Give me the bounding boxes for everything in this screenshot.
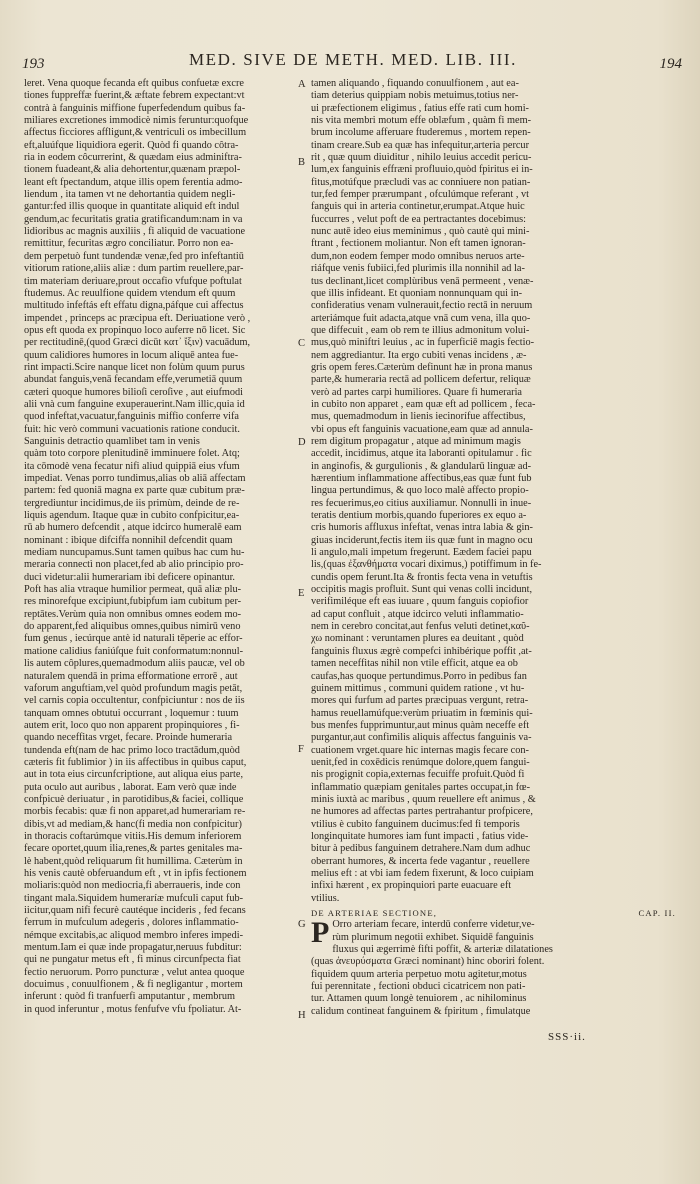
text-line: fanguis qui in arteria continetur,erumpat.Atque huic — [311, 201, 525, 213]
text-line: tinam creare.Sub ea quæ has infequitur,arteria percur — [311, 139, 530, 151]
text-line: leret. Vena quoque fecanda eft quibus confuetæ excre — [24, 78, 244, 89]
text-line: fecare oportet,quum ilia,renes,& partes genitales ma- — [24, 843, 243, 855]
text-line: mores qui furfum ad partes præcipuas vergunt, retra- — [311, 695, 529, 707]
text-line: (quas ἀνευρύσματα Græci nominant) hinc oboriri folent. — [311, 956, 545, 968]
page-number-left: 193 — [22, 56, 45, 72]
text-line: purgantur,aut confimilis aliquis affectus fanguinis va- — [311, 732, 532, 744]
text-line: rùm plurimum negotii exhibet. Siquidē fanguinis — [332, 931, 534, 943]
margin-marker: A — [298, 79, 306, 90]
text-line: tingant mala.Siquidem humeraríæ mufculi caput fub- — [24, 892, 244, 904]
text-line: mus,quò miniftri leuius , ac in fuperficiē magis fectio- — [311, 337, 535, 349]
text-line: matione calidius faniúſque fuit conformatum:nonnul- — [24, 645, 244, 657]
text-line: cris humoris affluxus infeftat, venas intra labia & gin- — [311, 522, 533, 534]
text-line: mentum.Iam ei quæ inde propagatur,neruus fubditur: — [24, 942, 242, 954]
text-line: per rectitudinē,(quod Græci dicūt κατ᾽ ἴξιν) vacuādum, — [24, 337, 251, 349]
text-line: lè habent,quòd reliquarum fit humillima. Cæterùm in — [24, 855, 243, 867]
text-line: mediam nuncupamus.Sunt tamen quibus hac cum hu- — [24, 547, 245, 559]
text-line: confpicuè deriuatur , in parotidibus,& faciei, collique — [24, 793, 244, 805]
text-line: vaforum anguftiam,vel quòd profundum magis petāt, — [24, 682, 243, 694]
text-line: quando neceffitas vrget, fecare. Proinde humeraria — [24, 732, 233, 744]
text-line: duci videtur:alii humerariam ibi deficere opinantur. — [24, 571, 236, 583]
text-line: gantur:fed illis quoque in quantitate aliquid eft indul — [24, 201, 240, 213]
text-line: fanguinis fluxus ægrè compefci inhibérique poffit ,at- — [311, 645, 532, 657]
text-line: fuccurres , velut poft de ea pertractantes docebimus: — [311, 213, 526, 225]
text-line: verifimiléque eft eas iuuare , quum fanguis copiofior — [311, 596, 529, 608]
page-number-right: 194 — [659, 56, 682, 72]
text-line: moliaris:quòd non mediocria,fi aberraueris, inde con — [24, 880, 241, 892]
text-line: puta oculo aut auribus , laborat. Eam verò quæ inde — [24, 781, 237, 793]
text-line: ferrum in mufculum adegeris , dolores inflammatio- — [24, 917, 239, 929]
text-line: gendum,ac fecuritatis gratia gratificandum:nam in va — [24, 213, 243, 225]
text-line: que illis infideant. Et quoniam nonnunquam qui in- — [311, 287, 523, 299]
text-line: iicitur,quam nifi fecurè cautéque incideris , fed fecans — [24, 905, 246, 917]
text-line: fectio neruorum. Porro puncturæ , velut antea quoque — [24, 966, 245, 978]
text-line: caufas,has quoque pertundimus.Porro in pedibus fan — [311, 670, 527, 682]
text-line: accedit, incidimus, atque ita laboranti opitulamur . fic — [311, 448, 532, 460]
drop-capital: P — [311, 916, 330, 950]
text-line: fui perennitate , fectioni obduci cicatricem non pati- — [311, 981, 526, 993]
text-line: fitus,motúfque præcludi vas ac conniuere non patian- — [311, 176, 531, 188]
text-line: ne humores ad affectas partes pertrahantur profpicere, — [311, 806, 533, 818]
text-line: opus eft quoda ex propinquo loco auferre nō licet. Sic — [24, 324, 246, 336]
text-line: hamus reuellamúfque:verùm priuatim in fœminis qui- — [311, 707, 533, 719]
text-line: tundenda eft(nam de hac primo loco tractādum,quòd — [24, 744, 240, 756]
text-line: parte,& humeraria rectā ad pollicem defertur, reliquæ — [311, 374, 531, 386]
running-header — [22, 50, 682, 76]
text-line: ui præfectionem eligimus , fatius effe rati cum homi- — [311, 102, 529, 114]
text-line: aut in tota eius circunfcriptione, aut aliqua eius parte, — [24, 769, 244, 781]
text-line: abundat fanguis,venā fecandam effe,verumetiā quum — [24, 374, 243, 386]
text-line: teratis dentium morbis,quando fuperiores ex equo a- — [311, 510, 527, 522]
margin-marker: G — [298, 919, 306, 930]
text-line: ftrant , fectionem moliantur. Non eft tamen ignoran- — [311, 238, 526, 250]
text-line: docuimus , conuulfionem , & fi negligantur , mortem — [24, 979, 243, 991]
text-line: tamen aliquando , fiquando conuulfionem , aut ea- — [311, 78, 519, 89]
text-line: minis iuxtà ac maribus , quum reuellere eft animus , & — [311, 793, 536, 805]
text-line: nem aggrediantur. Ita ergo cubiti venas incidens , æ- — [311, 349, 527, 361]
text-line: tamen neceffitas nihil non vtile efficit, atque ea ob — [311, 658, 518, 670]
text-line: rem digitum propagatur , atque ad minimum magis — [311, 435, 521, 447]
text-line: vel carnis copia occultentur, confpiciuntur : nos de iis — [24, 695, 245, 707]
text-line: longinquitate humores iam funt impacti , fatius vide- — [311, 830, 529, 842]
margin-marker: H — [298, 1010, 306, 1021]
text-line: eft,aluúfque liquidiora egerit. Quòd fi quando côtra- — [24, 139, 239, 151]
text-line: partem: fed quoniā magna ex parte quæ cubitum præ- — [24, 485, 245, 497]
text-line: nunc autē ideo eius meminimus , quò cautè qui mini- — [311, 226, 530, 238]
text-line: inflammatio quæpiam genitales partes occupat,in fœ- — [311, 781, 531, 793]
text-line: bus menfes fupprimuntur,aut minus quàm neceffe eft — [311, 719, 530, 731]
text-line: naturalem quendā in prima efformatione errorē , aut — [24, 670, 238, 682]
text-line: autem erit, loco quo non apparent propinquiores , fi- — [24, 719, 240, 731]
text-line: meraria connectì non placet,fed ab alio principio pro- — [24, 559, 244, 571]
text-line: contrà à fanguinis miffione fuperfedendum quibus fa- — [24, 102, 246, 114]
text-line: remittitur, fecuritas ægro conciliatur. Porro non ea- — [24, 238, 234, 250]
section-heading — [311, 907, 676, 919]
text-line: dibis,vt ad mediam,& hanc(fi media non confpicitur) — [24, 818, 242, 830]
text-line: tur. Attamen quum longè tenuiorem , ac nihilominus — [311, 993, 527, 1005]
text-line: infixi hærent , ex propinquiori parte euacuare eft — [311, 880, 512, 892]
text-line: in anginofis, & gurgulionis , & glandularū linguæ ad- — [311, 460, 532, 472]
text-line: verò ad partes carpi humiliores. Quare fi humeraria — [311, 386, 522, 398]
margin-marker: C — [298, 338, 306, 349]
text-line: nis vita membri motum effe oblæfum , quàm fi mem- — [311, 115, 532, 127]
text-line: riáfque venis fubiici,fed plurimis illa nonnihil ad la- — [311, 263, 525, 275]
text-line: res minorefque excipiunt,fubipfum iam cubitum per- — [24, 596, 242, 608]
text-line: in quod inferuntur , motus fenfufve vfu fpoliatur. At- — [24, 1003, 242, 1015]
text-line: ad caput confluit , atque idcirco veluti inflammatio- — [311, 608, 524, 620]
margin-marker: F — [298, 744, 304, 755]
left-text-column — [24, 78, 299, 1016]
chapter-number: CAP. II. — [638, 908, 676, 919]
text-line: tergrediuntur incidimus,de iis primùm, deinde de re- — [24, 497, 240, 509]
text-line: ftudemus. Ac reuulfione quidem vtendum eft quum — [24, 287, 236, 299]
text-line: res fecuerimus,eo citius auxiliamur. Nonnulli in inue- — [311, 497, 532, 509]
text-line: quum calidiores humores in locum aliquē antea fue- — [24, 349, 239, 361]
text-line: lum,ex fanguinis effræni profluuio,quòd fpiritus ei in- — [311, 164, 533, 176]
text-line: nominant : ibique difciffa nonnihil defcendit quam — [24, 534, 233, 546]
text-line: reptātes.Verùm quia non omnibus omnes eodem mo- — [24, 608, 242, 620]
text-line: tionem fuadeant,& alia dehortentur,quænam præpol- — [24, 164, 241, 176]
text-line: uenit,fed in coxēdicis renúmque dolore,quem fangui- — [311, 756, 530, 768]
text-line: liquis agendum. Itaque quæ in cubito confpicitur,ea- — [24, 510, 240, 522]
margin-marker: B — [298, 157, 306, 168]
text-line: nis progignit copia,externas fecuiffe profuit.Quòd fi — [311, 769, 525, 781]
text-line: giuas inciderunt,fectis item iis quæ funt in magno ocu — [311, 534, 533, 546]
text-line: cuationem vrget.quare hic internas magis fecare con- — [311, 744, 529, 756]
text-line: hærentium inflammatione affectibus,eas quæ funt fub — [311, 473, 532, 484]
text-line: morbis fecabis: quæ fi non apparet,ad humerariam re- — [24, 806, 246, 818]
text-line: ria in eodem côcurrerint, & quædam eius adminiftra- — [24, 152, 242, 164]
signature-mark: SSS·ii. — [548, 1031, 586, 1043]
text-line: melius eft : at vbi iam fedem fixerunt, & loco cuipiam — [311, 868, 534, 879]
text-line: affectus ficciores affligunt,& ventriculi os imbecillum — [24, 127, 247, 139]
text-line: χω nominant : veruntamen plures ea deuitant , quòd — [311, 633, 524, 645]
text-line: brum incolume afferuare ftuderemus , mortem repen- — [311, 127, 531, 139]
text-line: do apparent,fed aliquibus omnes,quibus nimirū veno — [24, 621, 241, 633]
text-line: leant eft fpectandum, atque illis opem ferentia admo- — [24, 176, 243, 188]
text-line: vtilius è cubito fanguinem ducimus:fed fi temporis — [311, 818, 520, 830]
text-line: mus, quemadmodum in lienis iecinorífue affectibus, — [311, 411, 526, 423]
text-line: quod infeftat,vacuatur,fanguinis miffio conferre vifa — [24, 411, 239, 423]
text-line: qui ne pungatur metus eft , fi minus circunfpecta fiat — [24, 954, 241, 966]
text-line: multitudo infeftás eft effatu digna,páfque cui affectus — [24, 300, 244, 312]
text-line: cæteris fit fublimior ) in iis affectibus in quibus caput, — [24, 756, 247, 768]
text-line: occipitis magis profluit. Sunt qui venas colli incidunt, — [311, 584, 533, 596]
text-line: Poft has alia vtraque humilior permeat, quā aliæ plu- — [24, 584, 242, 596]
text-line: rū ab humero defcendit , atque idcirco humeralē eam — [24, 522, 242, 534]
text-line: tus declinant,licet complùribus venā permeent , venæ- — [311, 275, 534, 287]
text-line: lis autem côplures,quemadmodum aliis paucæ, vel ob — [24, 658, 245, 670]
text-line: fluxus qui ægerrimè fifti poffit, & arteriæ dilatationes — [332, 944, 553, 956]
text-line: tiam deterius quippiam nobis metuimus,totius ner- — [311, 90, 519, 102]
text-line: fuit: hic verò communi vacuationis ratione conducit. — [24, 423, 240, 435]
text-line: lingua pertundimus, & quo loco malè affecto propio- — [311, 485, 529, 497]
text-line: guinem mittimus , communi quidem ratione , vt hu- — [311, 682, 525, 694]
text-line: rit , quæ quum diuiditur , nihilo leuius accedit pericu- — [311, 152, 532, 164]
text-line: in thoracis coftarúmque vitiis.His demum inferiorem — [24, 830, 242, 842]
text-line: nem in cerebro concitat,aut fenfus veluti detinet,καῦ- — [311, 621, 530, 633]
text-line: cundis opem ferunt.Ita & frontis fecta vena in vetuftis — [311, 571, 533, 583]
text-line: impendet , princeps ac præcipua eft. Deriuatione verò , — [24, 312, 251, 324]
text-line: lidioribus ac magnis auxiliis , fi aliquid de vacuatione — [24, 226, 246, 238]
text-line: calidum contineat fanguinem & fpiritum , fimulatque — [311, 1005, 531, 1017]
text-line: tur,fed femper prærumpant , ofculúmque referant , vt — [311, 189, 530, 201]
text-line: impediat. Venas porro tundimus,alias ob aliā affectam — [24, 473, 246, 484]
text-line: Orro arteriam fecare, interdū conferre videtur,ve- — [332, 919, 535, 931]
text-line: ita cōmodè vena fecatur nifi aliud quippiā eius vfum — [24, 460, 240, 472]
text-line: dem perpetuò funt tundendæ venæ,fed pro infeftantiū — [24, 250, 244, 262]
text-line: liendum , ita tamen vt ne dehortantia quidem negli- — [24, 189, 236, 201]
margin-marker: D — [298, 437, 306, 448]
text-line: tanquam omnes obtutui occurrant , loquemur : tuum — [24, 707, 239, 719]
text-line: Sanguinis detractio quamlibet tam in venis — [24, 435, 200, 447]
text-line: his venis cautè obferuandum eft , vt in ipfis fectionem — [24, 868, 247, 879]
section-title: DE ARTERIAE SECTIONE, — [311, 908, 438, 919]
text-line: gris opem feres.Cæterùm definunt hæ in prona manus — [311, 361, 533, 373]
text-line: inferunt : quòd fi tranfuerfi amputantur , membrum — [24, 991, 236, 1003]
text-line: vtilius. — [311, 892, 340, 904]
right-text-column — [311, 78, 676, 1018]
running-title: MED. SIVE DE METH. MED. LIB. III. — [188, 50, 518, 69]
margin-marker: E — [298, 588, 305, 599]
text-line: quàm toto corpore plenitudinē imminuere folet. Atq; — [24, 448, 240, 460]
text-line: tiones fuppreffæ fuerint,& æftate febrem expectant:vt — [24, 90, 245, 102]
text-line: arteriámque fuit adacta,atque vnā cum vena, illa quo- — [311, 312, 531, 324]
text-line: miliares excretiones immodicè nimis feruntur:quofque — [24, 115, 249, 127]
text-line: vitiorum ratione,aliis aliæ : dum partim reuellere,par- — [24, 263, 244, 275]
text-line: némque excitabis,ac aliquod membro inferes impedi- — [24, 929, 244, 941]
text-line: alii vnà cum fanguine exuperauerint.Nam illic,quia id — [24, 398, 245, 410]
section-body — [311, 916, 676, 1018]
text-line: fiquidem quum arteria perpetuo motu agitetur,motus — [311, 968, 527, 980]
text-line: tim materiam deriuare,prout occafio vfufque poftulat — [24, 275, 242, 287]
text-line: lis,(quas ἐξανθήματα vocari diximus,) potiffimum in fe- — [311, 559, 542, 571]
text-line: in cubito non apparet , eam quæ eft ad pollicem , feca- — [311, 398, 536, 410]
text-line: dum,non eodem femper modo omnibus neruos arte- — [311, 250, 525, 262]
text-line: fum genus , iecúrque antè id naturali tēperie ac effor- — [24, 633, 243, 645]
text-line: rint impacti.Scire nanque licet non folùm quum purus — [24, 361, 245, 373]
text-line: oberrant humores, & incerta fede vagantur , reuellere — [311, 855, 530, 867]
text-line: que diffecuit , eam ob rem te illius admonitum volui- — [311, 324, 530, 336]
text-line: cæteri quoque humores bilioſi ceroſive , aut eiufmodi — [24, 386, 244, 398]
text-line: li angulo,mali impetum fregerunt. Eædem faciei papu — [311, 547, 532, 559]
text-line: confideratius venam vulnerauit,fectio rectā in neruum — [311, 300, 533, 312]
text-line: vbi opus eft fanguinis vacuatione,eam quæ ad annula- — [311, 423, 533, 435]
text-line: bitur à pedibus fanguinem detrahere.Nam dum adhuc — [311, 843, 531, 855]
